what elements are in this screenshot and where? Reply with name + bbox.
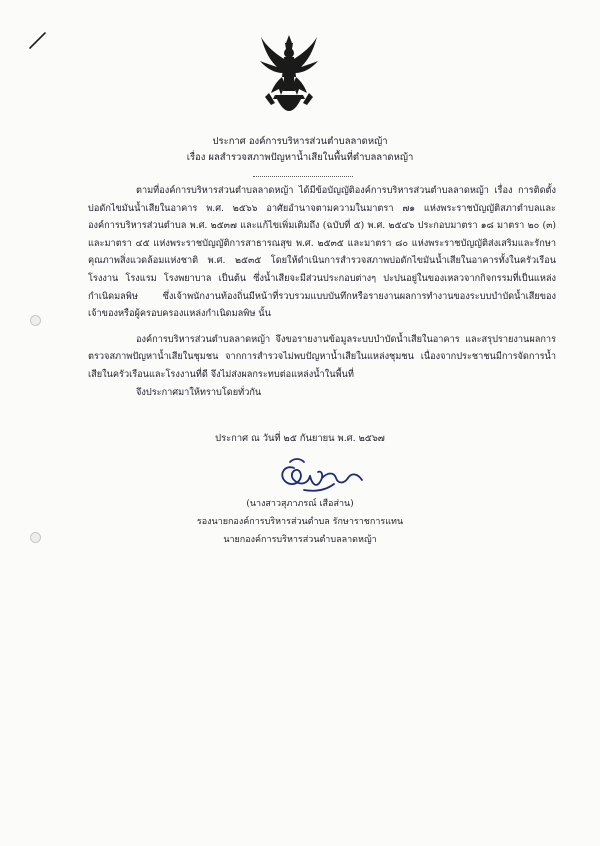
signatory-position-2: นายกองค์การบริหารส่วนตำบลลาดหญ้า (223, 535, 377, 545)
body-paragraph-2: องค์การบริหารส่วนตำบลลาดหญ้า จึงขอรายงานข้อมูลระบบบำบัดน้ำเสียในอาคาร และสรุปรายงานผลการตรวจสภาพปัญหาน้ำเสียในชุมชน จากการสำรวจไม่พบปัญหาน้ำเสียในแหล่งชุมชน เนื่องจากประชาชนมีการจัดการน้ำเสียในครัวเรือนและโรงงานที่ดี จึงไม่ส่งผลกระทบต่อแหล่งน้ำในพื้นที่ (88, 333, 556, 380)
body-paragraph-1: ตามที่องค์การบริหารส่วนตำบลลาดหญ้า ได้มีข้อบัญญัติองค์การบริหารส่วนตำบลลาดหญ้า เรื่อง การติดตั้งบ่อดักไขมันน้ำเสียในอาคาร พ.ศ. ๒๕๖๖ อาศัยอำนาจตามความในมาตรา ๗๑ แห่งพระราชบัญญัติสภาตำบลและองค์การบริหารส่วนตำบล พ.ศ. ๒๕๓๗ และแก้ไขเพิ่มเติมถึง (ฉบับที่ ๕) พ.ศ. ๒๕๔๖ ประกอบมาตรา ๑๘ มาตรา ๒๐ (๓) และมาตรา ๔๕ แห่งพระราชบัญญัติการสาธารณสุข พ.ศ. ๒๕๓๕ และมาตรา ๘๐ แห่งพระราชบัญญัติส่งเสริมและรักษาคุณภาพสิ่งแวดล้อมแห่งชาติ พ.ศ. ๒๕๓๕ โดยให้ดำเนินการสำรวจสภาพบ่อดักไขมันน้ำเสียในอาคารทั้งในครัวเรือน โรงงาน โรงแรม โรงพยาบาล เป็นต้น ซึ่งน้ำเสียจะมีส่วนประกอบต่างๆ ปะปนอยู่ในของเหลวจากกิจกรรมที่เป็นแหล่งกำเนิดมลพิษ ซึ่งเจ้าพนักงานท้องถิ่นมีหน้าที่รวบรวมแบบบันทึกหรือรายงานผลการทำงานของระบบบำบัดน้ำเสียของเจ้าของหรือผู้ครอบครองแหล่งกำเนิดมลพิษ นั้น (88, 185, 556, 320)
pen-stroke-mark (28, 30, 48, 50)
handwritten-signature-icon (264, 454, 374, 496)
announcement-title: ประกาศ องค์การบริหารส่วนตำบลลาดหญ้า (212, 136, 388, 147)
signature-block (0, 495, 600, 549)
announcement-subject: เรื่อง ผลสำรวจสภาพปัญหาน้ำเสียในพื้นที่ตำบลลาดหญ้า (186, 152, 414, 163)
signatory-position-1: รองนายกองค์การบริหารส่วนตำบล รักษาราชการแทน (196, 517, 404, 527)
signatory-name: (นางสาวสุภาภรณ์ เสือส่าน) (246, 499, 354, 509)
header-divider (253, 176, 353, 177)
garuda-emblem-icon (255, 33, 323, 113)
announcement-date: ประกาศ ณ วันที่ ๒๕ กันยายน พ.ศ. ๒๕๖๗ (215, 433, 385, 444)
announcement-header (0, 134, 600, 166)
announcement-body (88, 182, 556, 401)
body-closing: จึงประกาศมาให้ทราบโดยทั่วกัน (136, 386, 262, 398)
punch-hole-top (30, 315, 41, 326)
